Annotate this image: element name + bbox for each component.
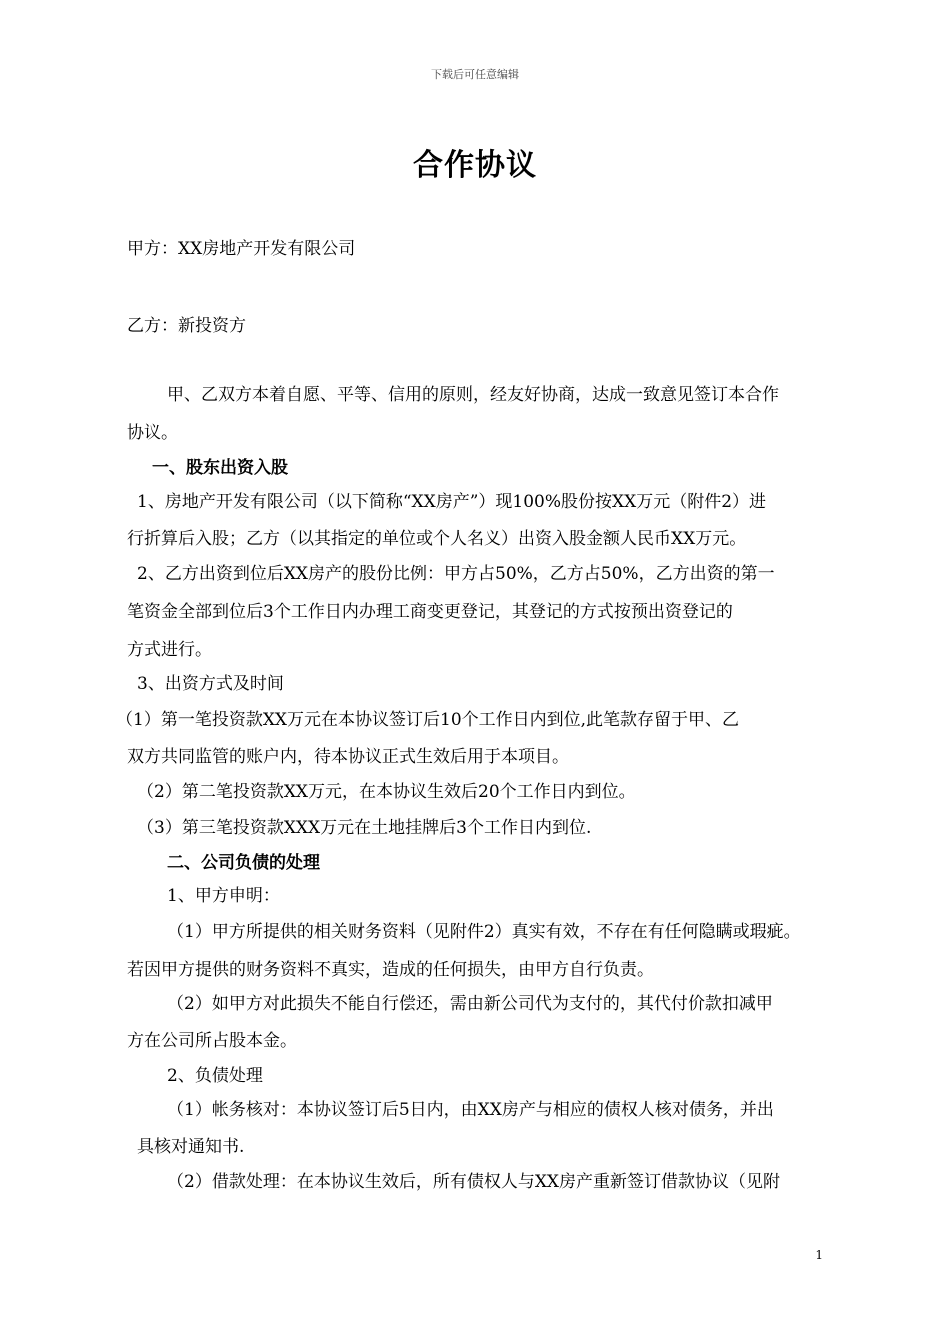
clause-line: （2）如甲方对此损失不能自行偿还，需由新公司代为支付的，其代付价款扣减甲	[167, 994, 773, 1014]
clause-line: （1）甲方所提供的相关财务资料（见附件2）真实有效，不存在有任何隐瞒或瑕疵。	[167, 922, 801, 942]
clause-line: 笔资金全部到位后3个工作日内办理工商变更登记，其登记的方式按预出资登记的	[127, 602, 733, 622]
clause-line: 1、房地产开发有限公司（以下简称“XX房产”）现100%股份按XX万元（附件2）进	[137, 492, 767, 512]
clause-line: 行折算后入股；乙方（以其指定的单位或个人名义）出资入股金额人民币XX万元。	[127, 529, 747, 549]
clause-line: 方在公司所占股本金。	[127, 1031, 297, 1051]
clause-line: 2、负债处理	[167, 1066, 263, 1086]
clause-line: 具核对通知书.	[137, 1137, 245, 1157]
intro-line: 甲、乙双方本着自愿、平等、信用的原则，经友好协商，达成一致意见签订本合作	[167, 385, 779, 405]
header-note: 下载后可任意编辑	[431, 68, 519, 81]
party-a: 甲方：XX房地产开发有限公司	[127, 239, 356, 259]
clause-line: 若因甲方提供的财务资料不真实，造成的任何损失，由甲方自行负责。	[127, 960, 654, 980]
clause-line: （2）第二笔投资款XX万元，在本协议生效后20个工作日内到位。	[137, 782, 636, 802]
clause-line: （2）借款处理：在本协议生效后，所有债权人与XX房产重新签订借款协议（见附	[167, 1172, 781, 1192]
section-heading: 一、股东出资入股	[152, 458, 288, 478]
clause-line: （1）第一笔投资款XX万元在本协议签订后10个工作日内到位,此笔款存留于甲、乙	[116, 710, 740, 730]
clause-line: 1、甲方申明：	[167, 886, 280, 906]
document-title: 合作协议	[413, 148, 537, 183]
intro-line: 协议。	[127, 423, 178, 443]
clause-line: 双方共同监管的账户内，待本协议正式生效后用于本项目。	[127, 747, 569, 767]
party-b: 乙方：新投资方	[127, 316, 246, 336]
clause-line: （3）第三笔投资款XXX万元在土地挂牌后3个工作日内到位.	[137, 818, 592, 838]
clause-line: 3、出资方式及时间	[137, 674, 284, 694]
section-heading: 二、公司负债的处理	[167, 853, 320, 873]
page-number: 1	[815, 1248, 823, 1262]
clause-line: 方式进行。	[127, 640, 212, 660]
clause-line: 2、乙方出资到位后XX房产的股份比例：甲方占50%，乙方占50%，乙方出资的第一	[137, 564, 775, 584]
clause-line: （1）帐务核对：本协议签订后5日内，由XX房产与相应的债权人核对债务，并出	[167, 1100, 774, 1120]
